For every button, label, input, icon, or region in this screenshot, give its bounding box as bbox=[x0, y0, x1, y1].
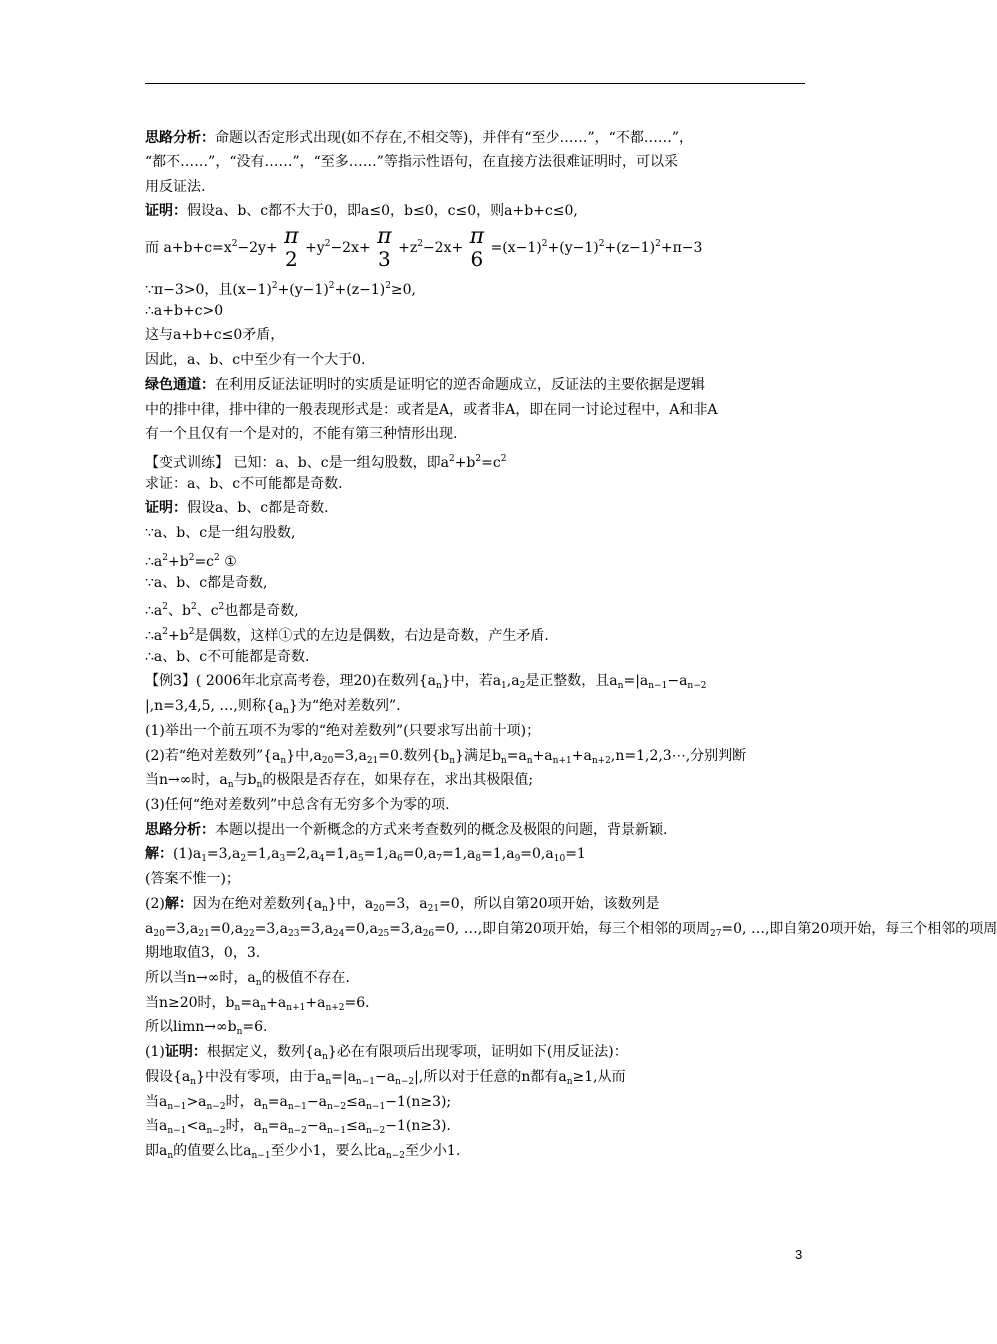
fraction-pi-over-2 bbox=[284, 226, 298, 270]
text-line: 当n→∞时，$a_n$与$b_n$的极限是否存在，如果存在，求出其极限值; bbox=[145, 772, 534, 790]
text-line: 当$a_{n-1}>a_{n-2}$时，$a_n=a_{n-1}-a_{n-2}\le a_{n-1}-1(n\ge 3)$; bbox=[145, 1094, 452, 1112]
text-line: ∵π−3>0，且$(x-1)^2+(y-1)^2+(z-1)^2\ge 0$, bbox=[145, 281, 417, 298]
math-equation bbox=[145, 226, 702, 276]
text-line: 有一个且仅有一个是对的，不能有第三种情形出现. bbox=[145, 426, 458, 442]
header-rule bbox=[145, 83, 805, 84]
section-label: 证明： bbox=[145, 500, 187, 516]
superscript: 2 bbox=[417, 239, 423, 249]
section-label: 证明： bbox=[145, 203, 187, 219]
text-line: 解：$(1)a_1=3,a_2=1,a_3=2,a_4=1,a_5=1,a_6=0,a_7=1,a_8=1,a_9=0,a_{10}=1$ bbox=[145, 846, 586, 864]
text-line bbox=[145, 201, 810, 221]
text-line bbox=[145, 498, 810, 518]
text-line: ∴a、b、c不可能都是奇数. bbox=[145, 649, 310, 665]
numerator: π bbox=[284, 224, 299, 249]
math-text: −2x+ bbox=[422, 240, 464, 256]
text-line: (3)任何“绝对差数列”中总含有无穷多个为零的项. bbox=[145, 797, 450, 813]
text-line: 即$a_n$的值要么比$a_{n-1}$至少小1，要么比$a_{n-2}$至少小1. bbox=[145, 1143, 461, 1161]
text-line: (1)举出一个前五项不为零的“绝对差数列”(只要求写出前十项)； bbox=[145, 723, 541, 739]
math-text: −2y+ bbox=[237, 240, 278, 256]
numerator: π bbox=[377, 224, 392, 249]
text-line bbox=[145, 820, 810, 840]
text-line: 【变式训练】 已知：a、b、c是一组勾股数，即$a^2+b^2=c^2$ bbox=[145, 454, 507, 471]
section-label: 解： bbox=[145, 846, 173, 862]
text-line: (1)证明：根据定义，数列$\{a_n\}$必在有限项后出现零项，证明如下(用反证法)： bbox=[145, 1044, 628, 1062]
superscript: 2 bbox=[655, 239, 661, 249]
math-text: +z bbox=[398, 240, 418, 256]
text-line: 用反证法. bbox=[145, 179, 206, 195]
superscript: 2 bbox=[598, 239, 605, 249]
fraction-pi-over-3 bbox=[377, 226, 391, 270]
section-label: 解： bbox=[164, 896, 193, 912]
text-line: 中的排中律，排中律的一般表现形式是：或者是A，或者非A，即在同一讨论过程中，A和非A bbox=[145, 402, 718, 418]
text-line: 所以当n→∞时，$a_n$的极值不存在. bbox=[145, 970, 351, 988]
section-label: 思路分析： bbox=[145, 130, 215, 146]
text-line: $a_{20}=3,a_{21}=0,a_{22}=3,a_{23}=3,a_{24}=0,a_{25}=3,a_{26}=0$, …,即自第20项开始，每三个相邻的项周$_{27}$=0, …,即自第20项开始，每三个相邻的项周 bbox=[145, 921, 997, 939]
text-line: ∴a+b+c>0 bbox=[145, 303, 224, 319]
section-label: 思路分析： bbox=[145, 822, 215, 838]
text-line: (2)解：因为在绝对差数列$\{a_n\}$中，$a_{20}=3$，$a_{21}=0$，所以自第20项开始，该数列是 bbox=[145, 896, 660, 914]
line-text: 假设a、b、c都不大于0，即a≤0，b≤0，c≤0，则a+b+c≤0, bbox=[187, 203, 578, 219]
math-text: +(z−1) bbox=[604, 240, 656, 256]
line-text: 假设a、b、c都是奇数. bbox=[187, 500, 329, 516]
math-text: =(x−1) bbox=[490, 240, 542, 256]
text-line: $\therefore a^2$、$b^2$、$c^2$也都是奇数, bbox=[145, 602, 299, 619]
math-text: 而 a+b+c=x bbox=[145, 240, 232, 256]
text-line: 假设$\{a_n\}$中没有零项，由于$a_n=|a_{n-1}-a_{n-2}|$,所以对于任意的n都有$a_n\ge 1$,从而 bbox=[145, 1069, 626, 1087]
section-label: 证明： bbox=[164, 1044, 207, 1060]
math-text: −2x+ bbox=[330, 240, 371, 256]
superscript: 2 bbox=[324, 239, 331, 249]
denominator: 3 bbox=[378, 247, 391, 271]
section-label: 绿色通道： bbox=[145, 377, 215, 393]
text-line: 当$a_{n-1}<a_{n-2}$时，$a_n=a_{n-2}-a_{n-1}\le a_{n-2}-1(n\ge 3)$. bbox=[145, 1118, 451, 1136]
text-line: “都不……”，“没有……”，“至多……”等指示性语句，在直接方法很难证明时，可以采 bbox=[145, 154, 678, 170]
math-text: +π−3 bbox=[660, 240, 703, 256]
text-line: |,n=3,4,5, …,则称$\{a_n\}$为“绝对差数列”. bbox=[145, 698, 401, 716]
text-line bbox=[145, 375, 810, 395]
numerator: π bbox=[469, 224, 485, 249]
text-line: ∵a、b、c是一组勾股数, bbox=[145, 525, 296, 541]
text-line: $\therefore a^2+b^2$是偶数，这样①式的左边是偶数，右边是奇数，产生矛盾. bbox=[145, 627, 549, 644]
text-line: $\therefore a^2+b^2=c^2$ ① bbox=[145, 553, 237, 570]
text-line: 【例3】( 2006年北京高考卷，理20)在数列$\{a_n\}$中，若$a_1,a_2$是正整数，且$a_n=|a_{n-1}-a_{n-2}$ bbox=[145, 673, 707, 691]
text-line: 这与a+b+c≤0矛盾， bbox=[145, 327, 285, 343]
fraction-pi-over-6 bbox=[470, 226, 484, 270]
text-line: ∵a、b、c都是奇数, bbox=[145, 575, 268, 591]
line-text: 本题以提出一个新概念的方式来考查数列的概念及极限的问题，背景新颖. bbox=[215, 822, 668, 838]
text-line: 当n≥20时，$b_n=a_n+a_{n+1}+a_{n+2}=6$. bbox=[145, 995, 370, 1013]
text-line bbox=[145, 128, 810, 148]
math-text: +(y−1) bbox=[547, 240, 599, 256]
line-text: 在利用反证法证明时的实质是证明它的逆否命题成立，反证法的主要依据是逻辑 bbox=[215, 377, 705, 393]
line-text: 命题以否定形式出现(如不存在,不相交等)，并伴有“至少……”，“不都……”， bbox=[215, 130, 694, 146]
math-text: +y bbox=[305, 240, 325, 256]
text-line: 因此，a、b、c中至少有一个大于0. bbox=[145, 352, 366, 368]
text-line: 求证：a、b、c不可能都是奇数. bbox=[145, 476, 343, 492]
text-line: 所以$\lim n\to\infty b_n=6$. bbox=[145, 1019, 268, 1037]
page-number: 3 bbox=[795, 1247, 803, 1262]
text-line: (2)若“绝对差数列$”\{a_n\}$中$,a_{20}=3,a_{21}=0$.数列$\{b_n\}$满足$b_n=a_n+a_{n+1}+a_{n+2},n=1,2,3\cdots$,分别判断 bbox=[145, 748, 747, 766]
denominator: 6 bbox=[470, 247, 484, 271]
superscript: 2 bbox=[231, 239, 238, 249]
text-line: (答案不惟一)； bbox=[145, 871, 240, 887]
denominator: 2 bbox=[285, 247, 298, 271]
superscript: 2 bbox=[541, 239, 548, 249]
text-line: 期地取值3，0，3. bbox=[145, 945, 261, 961]
